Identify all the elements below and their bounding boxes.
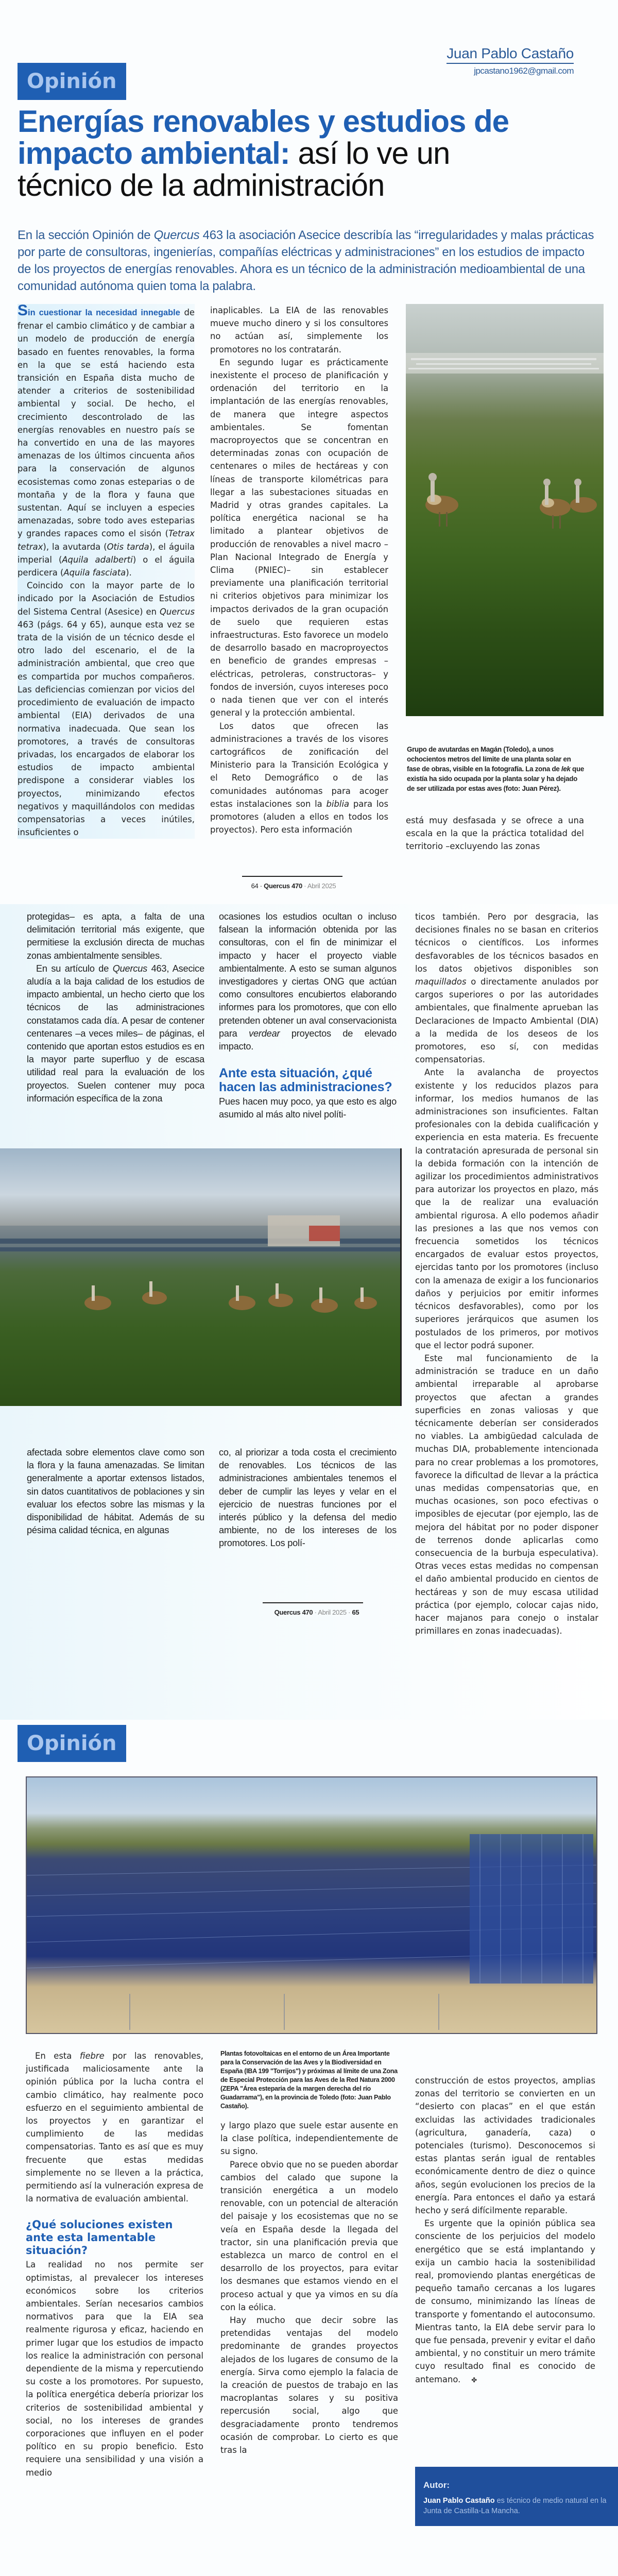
paragraph: Ante la avalancha de proyectos existente y los reducidos plazos para informar, los medios humanos de las administraciones son insuficientes. Faltan profesionales con la debida cualificación y experiencia en esta materia. Es frecuente la contratación apresurada de personal sin la debida formación con la intención de agilizar los procedimientos administrativos para autorizar los proyectos en plazo, más que la de realizar una evaluación ambiental rigurosa. A ello podemos añadir las presiones a las que nos vemos con frecuencia sometidos los técnicos encargados de evaluar estos proyectos, ejercidas tanto por los promotores (incluso con la amenaza de exigir a los funcionarios daños y perjuicios por emitir informes técnicos desfavorables), como por los superiores jerárquicos que asumen los postulados de los primeros, por motivos que el lector podrá suponer. — [415, 1067, 598, 1350]
paragraph: Hay mucho que decir sobre las pretendidas ventajas del modelo predominante de grandes proyectos alejados de los lugares de consumo de la energía. Sirva como ejemplo la falacia de la creación de puestos de trabajo en las macroplantas solares y su positiva repercusión social, algo que desgraciadamente pronto tendremos ocasión de comprobar. Lo cierto es que tras la — [220, 2315, 398, 2455]
column-2 — [219, 910, 397, 1122]
footer-rule — [242, 876, 342, 877]
paragraph: afectada sobre elementos clave como son la flora y la fauna amenazadas. Se limitan generalmente a aportar extensos listados, sin datos cuantitativos de poblaciones y sin evaluar los efectos sobre las mismas y la disponibilidad de hábitat. Además de su pésima calidad técnica, en algunas — [27, 1447, 204, 1536]
section-tag: Opinión — [18, 63, 126, 100]
page-number: 65 — [352, 1608, 359, 1616]
paragraph: La realidad no nos permite ser optimistas, al prevalecer los intereses económicos sobre los criterios ambientales. Serían necesarios cambios normativos para que la EIA sea realmente rigurosa y eficaz, haciendo en primer lugar que los estudios de impacto los realice la administración con personal dependiente de la misma y repercutiendo su coste a los promotores. Por supuesto, la política energética debería priorizar los criterios de sostenibilidad ambiental y social, no los intereses de grandes corporaciones que influyen en el poder político en su propio beneficio. Esto requiere una sensibilidad y una visión a medio — [26, 2260, 203, 2478]
paragraph: Pues hacen muy poco, ya que esto es algo asumido al más alto nivel políti- — [219, 1096, 397, 1120]
paragraph: y largo plazo que suele estar ausente en la clase política, independientemente de su signo. — [220, 2121, 398, 2157]
column-3 — [406, 814, 584, 853]
paragraph: Coincido con la mayor parte de lo indicado por la Asociación de Estudios del Sistema Central (Asesice) en Quercus 463 (págs. 64 y 65), aunque esta vez se trata de la visión de un técnico desde el otro lado del escenario, el de la administración ambiental, que creo que es compartida por muchos compañeros. Las deficiencias comienzan por vicios del procedimiento de evaluación de impacto ambiental (EIA) derivados de una normativa inadecuada. Que sean los promotores, a través de consultoras privadas, los encargados de elaborar los estudios de impacto ambiental predispone a considerar viables los proyectos, minimizando efectos negativos y maquillándolos con medidas compensatorias a veces inútiles, insuficientes o — [18, 581, 195, 838]
page-number: 64 · — [251, 882, 264, 890]
solar-panels-illustration — [27, 1777, 597, 2034]
lead-text: En la sección Opinión de — [18, 228, 154, 242]
column-3 — [415, 2074, 595, 2386]
paragraph: Parece obvio que no se pueden abordar cambios del calado que supone la transición energética a un modelo renovable, con un potencial de alteración del paisaje y los ecosistemas que no se veía en España desde la llegada del tractor, sin una planificación previa que establezca un marco de control en el desarrollo de los proyectos, para evitar los desmanes que estamos viendo en el proceso actual y que ya vimos en su día con la eólica. — [220, 2159, 398, 2312]
paragraph: Este mal funcionamiento de la administración se traduce en un daño ambiental irreparable al aprobarse proyectos que afectan a grandes superficies en zonas valiosas y que técnicamente deberían ser considerados no viables. La ambigüedad calculada de muchas DIA, probablemente intencionada para no crear problemas a los promotores, favorece la dificultad de llevar a la práctica unas medidas compensatorias que, en muchas ocasiones, son poco efectivas o imposibles de ejecutar (por ejemplo, las de mejora del hábitat por no poder disponer de terrenos donde aplicarlas como consecuencia de la burbuja especulativa). Otras veces estas medidas no compensan el daño ambiental producido en cientos de hectáreas y son de muy escasa utilidad práctica (por ejemplo, colocar cajas nido, hacer majanos para conejo o instalar primillares en zonas inadecuadas). — [415, 1353, 598, 1636]
title-sub: así lo ve un técnico de la administración — [18, 136, 450, 202]
column-1-continued — [27, 1446, 204, 1537]
page-66 — [0, 1720, 618, 2576]
photo-great-bustards — [406, 304, 604, 716]
page-64 — [0, 0, 618, 904]
author-bio: Juan Pablo Castaño es técnico de medio natural en la Junta de Castilla-La Mancha. — [423, 2497, 607, 2515]
paragraph: ocasiones los estudios ocultan o incluso falsean la información obtenida por las consultoras, con el fin de minimizar el impacto y hacer el proyecto viable ambientalmente. A esto se suman algunos investigadores y ciertas ONG que actúan como consultores encubiertos elaborando informes para los promotores, que con ello pretenden obtener un aval conservacionista para verdear proyectos de elevado impacto. — [219, 911, 397, 1052]
bustards-illustration — [406, 304, 604, 716]
section-tag: Opinión — [18, 1725, 126, 1762]
author-email[interactable]: jpcastano1962@gmail.com — [474, 66, 574, 76]
bird-2 — [540, 479, 571, 529]
page-footer — [242, 876, 345, 890]
paragraph: ticos también. Pero por desgracia, las decisiones finales no se basan en criterios técnicos o científicos. Los informes desfavorables de los técnicos basados en los datos objetivos disponibles son maquillados o directamente anulados por cargos superiores o por las autoridades ambientales, que finalmente aprueban las Declaraciones de Impacto Ambiental (DIA) a la medida de los deseos de los promotores, eso sí, con medidas compensatorias. — [415, 912, 598, 1065]
column-1 — [26, 2049, 203, 2479]
paragraph: inaplicables. La EIA de las renovables mueve mucho dinero y si los consultores no actúan así, simplemente los promotores no los contratarán. — [210, 306, 388, 354]
subheading: ¿Qué soluciones existen ante esta lamentable situación? — [26, 2218, 173, 2257]
bird-3 — [570, 479, 597, 513]
author-header — [447, 45, 574, 76]
paragraph: En esta fiebre por las renovables, justificada maliciosamente ante la opinión pública por la lucha contra el cambio climático, hay realmente poco esfuerzo en el seguimiento ambiental de los proyectos y en garantizar el cumplimiento de las medidas compensatorias. Tanto es así que es muy frecuente que estas medidas simplemente no se lleven a la práctica, permitiendo así la vulneración expresa de la normativa de evaluación ambiental. — [26, 2051, 203, 2204]
issue-date: · Abril 2025 · — [313, 1608, 352, 1616]
author-name: Juan Pablo Castaño — [447, 45, 574, 64]
paragraph: Los datos que ofrecen las administraciones a través de los visores cartográficos de zonificación del Ministerio para la Transición Ecológica y el Reto Demográfico o de las comunidades autónomas para acoger estas instalaciones son la biblia para los promotores (aluden a ellos en todos los proyectos). Pero esta información — [210, 721, 388, 835]
column-2 — [210, 304, 388, 836]
photo-caption: Plantas fotovoltaicas en el entorno de un Área Importante para la Conservación de las Aves y la Biodiversidad en España (IBA 199 "Torrijos") y próximas al límite de una Zona de Especial Protección para las Aves de la Red Natura 2000 (ZEPA "Área esteparia de la margen derecha del río Guadarrama"), en la provincia de Toledo (foto: Juan Pablo Castaño). — [220, 2050, 398, 2110]
paragraph: En su artículo de Quercus 463, Asecice aludía a la baja calidad de los estudios de impacto ambiental, un hecho cierto que los técnicos de las administraciones constatamos cada día. A pesar de contener centenares –a veces miles– de páginas, el contenido que aportan estos estudios es en la mayor parte superfluo y de escasa utilidad real para la evaluación de los proyectos. Suelen contener muy poca información específica de la zona — [27, 963, 204, 1104]
lead-text-rest: 463 la asociación Asecice describía las “irregularidades y malas prácticas por parte de consultoras, ingenierías, compañías eléctricas y administraciones” en los estudios de impacto de los proyectos de energías renovables. Ahora es un técnico de la administración medioambiental de una comunidad autónoma quien toma la palabra. — [18, 228, 594, 293]
bird-1 — [425, 473, 458, 527]
solar-plant-illustration — [0, 1148, 402, 1406]
magazine-issue: Quercus 470 — [274, 1608, 313, 1616]
subheading: Ante esta situación, ¿qué hacen las administraciones? — [219, 1066, 392, 1095]
paragraph: Es urgente que la opinión pública sea consciente de los perjuicios del modelo energético que se está implantando y exija un cambio hacia la sostenibilidad real, promoviendo plantas energéticas de pequeño tamaño cercanas a los lugares de consumo, minimizando las líneas de transporte y fomentando el autoconsumo. Mientras tanto, la EIA debe servir para lo que fue pensada, prevenir y evitar el daño ambiental, y no constituir un mero trámite cuyo resultado final es conocido de antemano. ✤ — [415, 2218, 595, 2384]
photo-photovoltaic-plants — [26, 1776, 597, 2034]
photo-caption: Grupo de avutardas en Magán (Toledo), a unos ochocientos metros del límite de una planta solar en fase de obras, visible en la fotografía. La zona de lek que existía ha sido ocupada por la planta solar y ha dejado de ser utilizada por estas aves (foto: Juan Pérez). — [407, 745, 584, 792]
paragraph: co, al priorizar a toda costa el crecimiento de renovables. Los técnicos de las administraciones ambientales tenemos el deber de cumplir las leyes y velar en el ejercicio de nuestras funciones por el interés público y la defensa del medio ambiente, no de los intereses de los promotores. Los polí- — [219, 1447, 397, 1549]
paragraph: protegidas– es apta, a falta de una delimitación territorial más exigente, que permitiese la exclusión directa de muchas zonas ambientalmente sensibles. — [27, 911, 204, 961]
article-lead — [18, 227, 594, 295]
end-mark-icon: ✤ — [471, 2376, 477, 2384]
article-title — [18, 106, 533, 201]
paragraph: Sin cuestionar la necesidad innegable de frenar el cambio climático y de cambiar a un modelo de producción de energía basado en fuentes renovables, la forma en la que se está haciendo esta transición en España dista mucho de atender a criterios de sostenibilidad ambiental y social. De hecho, el crecimiento descontrolado de las energías renovables en nuestro país se ha convertido en una de las mayores amenazas de los últimos cincuenta años para la conservación de algunos ecosistemas como zonas esteparias o de montaña y de la flora y fauna que sustentan. Aquí se incluyen a especies amenazadas, sobre todo aves esteparias y grandes rapaces como el sisón (Tetrax tetrax), la avutarda (Otis tarda), el águila imperial (Aquila adalberti) o el águila perdicera (Aquila fasciata). — [18, 302, 195, 578]
column-2 — [220, 2119, 398, 2456]
lead-italic: Quercus — [153, 228, 200, 242]
issue-date: · Abril 2025 — [302, 882, 336, 890]
column-3 — [415, 910, 598, 1637]
title-main: Energías renovables y estudios de impacto ambiental: — [18, 104, 509, 171]
bird-group — [84, 1291, 377, 1313]
page-65 — [0, 904, 618, 1720]
page-footer — [263, 1602, 371, 1616]
column-1 — [27, 910, 204, 1105]
footer-rule — [263, 1602, 363, 1603]
paragraph: En segundo lugar es prácticamente inexistente el proceso de planificación y ordenación del territorio en la implantación de las energías renovables, de manera que integre aspectos ambientales. Se fomentan macroproyectos que se concentran en determinadas zonas con ocupación de centenares o miles de hectáreas y con líneas de transporte kilométricas para llegar a las subestaciones situadas en Madrid y otras grandes capitales. La política energética nacional se ha limitado a plantear objetivos de producción de renovables a nivel macro –Plan Nacional Integrado de Energía y Clima (PNIEC)– sin establecer previamente una planificación territorial ni criterios objetivos para minimizar los impactos derivados de la gran ocupación de suelo que requieren estas infraestructuras. Esto favorece un modelo de desarrollo basado en macroproyectos en beneficio de grandes empresas –eléctricas, petroleras, constructoras– y fondos de inversión, cuyos intereses poco o nada tienen que ver con el interés general y la protección ambiental. — [210, 357, 388, 718]
magazine-issue: Quercus 470 — [264, 882, 302, 890]
paragraph: construcción de estos proyectos, amplias zonas del territorio se convierten en un “desierto con placas” en el que están excluidas las actividades tradicionales (agricultura, ganadería, caza) o potenciales (turismo). Desconocemos si estas plantas serán igual de rentables económicamente dentro de diez o quince años, según evolucionen los precios de la energía. Para entonces el daño ya estará hecho y será difícilmente reparable. — [415, 2076, 595, 2216]
dropcap-opening: Sin cuestionar la necesidad innegable — [18, 302, 180, 319]
paragraph: está muy desfasada y se ofrece a una escala en la que la práctica totalidad del territorio –excluyendo las zonas — [406, 816, 584, 852]
column-1 — [18, 304, 195, 839]
author-box — [415, 2467, 618, 2526]
column-2-continued — [219, 1446, 397, 1550]
author-box-label: Autor: — [423, 2480, 450, 2490]
photo-solar-construction — [0, 1148, 402, 1406]
